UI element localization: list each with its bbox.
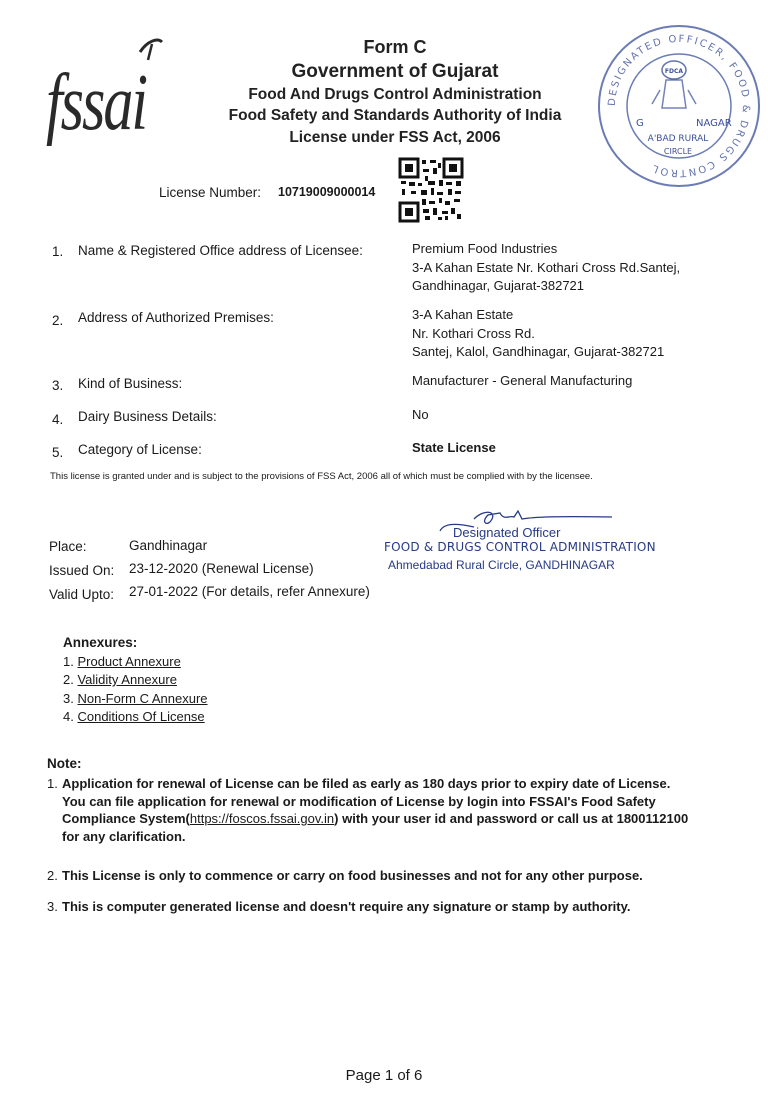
department-title: Food And Drugs Control Administration [248, 86, 542, 103]
note-number: 2. [47, 868, 58, 883]
business-kind-value [412, 372, 632, 391]
annexure-item [63, 654, 181, 669]
value-line: Premium Food Industries [412, 241, 558, 256]
value-line: State License [412, 440, 496, 455]
stamp-emblem-text: FDCA [664, 68, 684, 75]
value-line: Santej, Kalol, Gandhinagar, Gujarat-382721 [412, 344, 665, 359]
stamp-line-4: CIRCLE [663, 147, 693, 156]
annexure-item [63, 709, 205, 724]
stamp-ring-text: DESIGNATED OFFICER, FOOD & DRUGS CONTROL [606, 33, 752, 179]
note-text: You can file application for renewal or modification of License by login into FSSAI's Food Safety [62, 793, 656, 809]
officer-title: Designated Officer [453, 525, 561, 540]
business-kind-label: Kind of Business: [78, 376, 183, 391]
premises-address-label: Address of Authorized Premises: [78, 310, 274, 325]
detail-number-1: 1. [52, 244, 64, 259]
valid-upto-label: Valid Upto: [49, 587, 115, 602]
note-item-2 [47, 867, 643, 885]
fssai-logo [44, 34, 164, 147]
officer-circle: Ahmedabad Rural Circle, GANDHINAGAR [388, 558, 615, 572]
detail-number-5: 5. [52, 445, 64, 460]
license-act-title: License under FSS Act, 2006 [289, 129, 501, 146]
officer-organization: FOOD & DRUGS CONTROL ADMINISTRATION [384, 540, 656, 554]
premises-address-value [412, 306, 664, 362]
note-item-1 [47, 775, 688, 845]
annexure-item [63, 672, 177, 687]
foscos-link[interactable]: https://foscos.fssai.gov.in [189, 811, 335, 826]
value-line: Manufacturer - General Manufacturing [412, 373, 633, 388]
dairy-details-value [412, 406, 429, 425]
issued-on-value: 23-12-2020 (Renewal License) [129, 561, 314, 576]
detail-number-2: 2. [52, 313, 64, 328]
license-category-label: Category of License: [78, 442, 202, 457]
issued-on-label: Issued On: [49, 563, 115, 578]
form-title: Form C [363, 37, 427, 57]
annexures-title: Annexures: [63, 635, 138, 650]
licensee-name-label: Name & Registered Office address of Licensee: [78, 243, 363, 258]
note-title: Note: [47, 756, 82, 771]
page-number: Page 1 of 6 [345, 1067, 423, 1084]
value-line: Gandhinagar, Gujarat-382721 [412, 278, 585, 293]
grant-note: This license is granted under and is subject to the provisions of FSS Act, 2006 all of which must be complied with by the licensee. [50, 471, 593, 482]
dairy-details-label: Dairy Business Details: [78, 409, 217, 424]
licensee-name-value [412, 240, 680, 296]
place-value: Gandhinagar [129, 538, 208, 553]
note-number: 1. [47, 776, 58, 791]
note-text: Application for renewal of License can be filed as early as 180 days prior to expiry date of License. [62, 776, 671, 791]
place-label: Place: [49, 539, 87, 554]
annexure-item [63, 691, 208, 706]
valid-upto-value: 27-01-2022 (For details, refer Annexure) [129, 584, 370, 599]
license-number-label: License Number: [159, 185, 262, 200]
license-category-value [412, 439, 496, 458]
official-stamp [594, 18, 764, 193]
annexure-number: 3. [63, 691, 74, 706]
note-text: This License is only to commence or carry on food businesses and not for any other purpose. [62, 868, 643, 883]
government-title: Government of Gujarat [291, 61, 499, 82]
qr-code [398, 157, 464, 223]
stamp-line-1: G [636, 118, 644, 129]
license-number-value: 10719009000014 [278, 185, 376, 199]
detail-number-3: 3. [52, 378, 64, 393]
stamp-line-3: A'BAD RURAL [647, 134, 709, 144]
annexure-number: 1. [63, 654, 74, 669]
note-text: This is computer generated license and doesn't require any signature or stamp by authority. [62, 899, 631, 914]
value-line: No [412, 407, 429, 422]
annexure-number: 2. [63, 672, 74, 687]
non-form-c-annexure-link[interactable]: Non-Form C Annexure [77, 691, 208, 706]
note-text: Compliance System( [62, 811, 190, 826]
annexure-number: 4. [63, 709, 74, 724]
value-line: 3-A Kahan Estate [412, 307, 514, 322]
authority-title: Food Safety and Standards Authority of India [228, 107, 562, 124]
product-annexure-link[interactable]: Product Annexure [77, 654, 181, 669]
conditions-of-license-link[interactable]: Conditions Of License [77, 709, 205, 724]
value-line: 3-A Kahan Estate Nr. Kothari Cross Rd.Santej, [412, 259, 681, 275]
value-line: Nr. Kothari Cross Rd. [412, 325, 535, 341]
detail-number-4: 4. [52, 412, 64, 427]
validity-annexure-link[interactable]: Validity Annexure [77, 672, 177, 687]
logo-text: fssai [46, 57, 147, 147]
note-item-3 [47, 898, 630, 916]
note-number: 3. [47, 899, 58, 914]
stamp-line-2: NAGAR [696, 118, 732, 129]
note-text: for any clarification. [62, 828, 186, 844]
note-text: ) with your user id and password or call us at 1800112100 [334, 811, 689, 826]
